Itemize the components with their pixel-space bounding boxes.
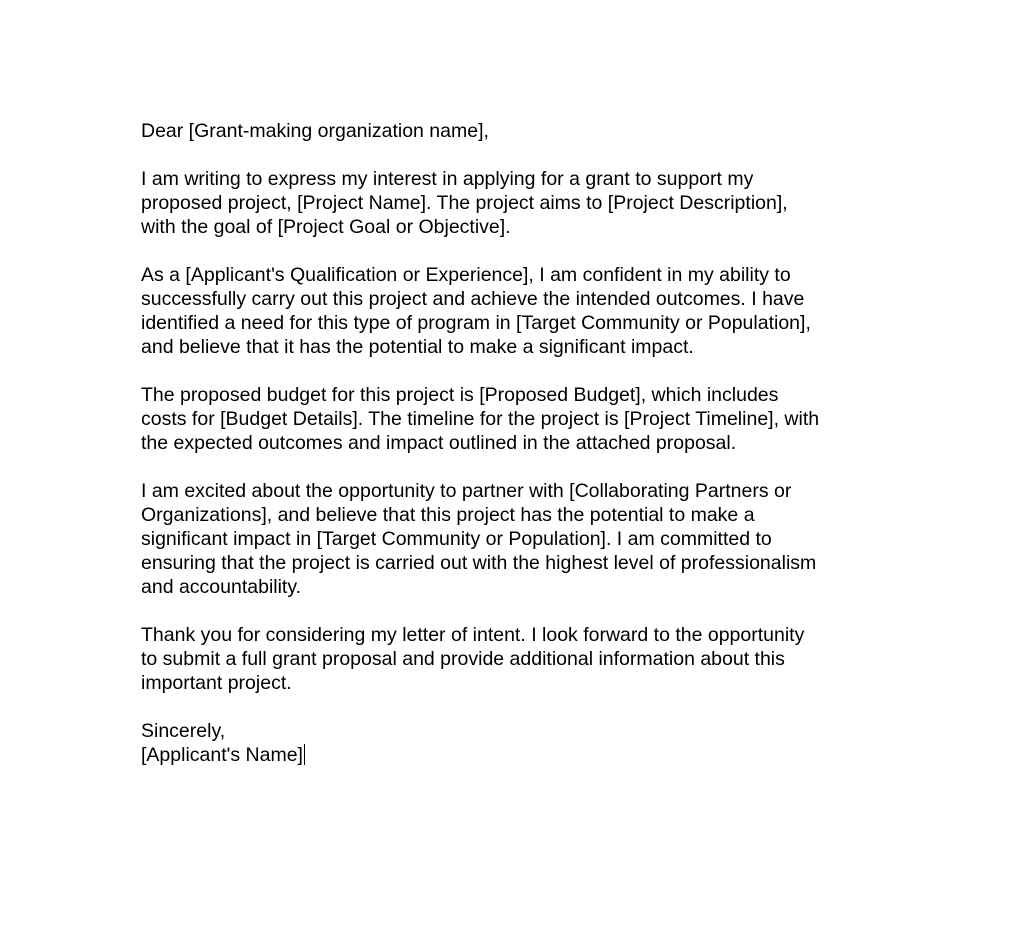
salutation: Dear [Grant-making organization name], <box>141 120 489 142</box>
blank-line <box>141 695 881 719</box>
paragraph-line: The proposed budget for this project is [Proposed Budget], which includes <box>141 384 779 406</box>
paragraph-4 <box>141 479 881 599</box>
blank-line <box>141 455 881 479</box>
paragraph-line: As a [Applicant's Qualification or Experience], I am confident in my ability to <box>141 264 791 286</box>
blank-line <box>141 359 881 383</box>
paragraph-3 <box>141 383 881 455</box>
paragraph-line: proposed project, [Project Name]. The project aims to [Project Description], <box>141 192 788 214</box>
blank-line <box>141 143 881 167</box>
paragraph-1 <box>141 167 881 239</box>
paragraph-line: I am writing to express my interest in applying for a grant to support my <box>141 168 754 190</box>
paragraph-5 <box>141 623 881 695</box>
paragraph-line: Organizations], and believe that this project has the potential to make a <box>141 504 755 526</box>
signature-line <box>141 743 881 767</box>
signature: [Applicant's Name] <box>141 744 303 766</box>
paragraph-line: costs for [Budget Details]. The timeline for the project is [Project Timeline], with <box>141 408 820 430</box>
paragraph-line: and accountability. <box>141 576 302 598</box>
paragraph-line: with the goal of [Project Goal or Objective]. <box>141 216 511 238</box>
paragraph-line: important project. <box>141 672 292 694</box>
blank-line <box>141 599 881 623</box>
paragraph-line: to submit a full grant proposal and provide additional information about this <box>141 648 785 670</box>
paragraph-2 <box>141 263 881 359</box>
paragraph-line: Thank you for considering my letter of intent. I look forward to the opportunity <box>141 624 805 646</box>
paragraph-line: significant impact in [Target Community or Population]. I am committed to <box>141 528 772 550</box>
paragraph-line: I am excited about the opportunity to partner with [Collaborating Partners or <box>141 480 792 502</box>
closing: Sincerely, <box>141 720 226 742</box>
paragraph-line: ensuring that the project is carried out with the highest level of professionalism <box>141 552 817 574</box>
text-cursor <box>304 744 305 765</box>
paragraph-line: the expected outcomes and impact outlined in the attached proposal. <box>141 432 737 454</box>
paragraph-line: successfully carry out this project and achieve the intended outcomes. I have <box>141 288 805 310</box>
paragraph-line: identified a need for this type of program in [Target Community or Population], <box>141 312 811 334</box>
blank-line <box>141 239 881 263</box>
paragraph-line: and believe that it has the potential to make a significant impact. <box>141 336 694 358</box>
letter-document[interactable] <box>141 119 881 767</box>
